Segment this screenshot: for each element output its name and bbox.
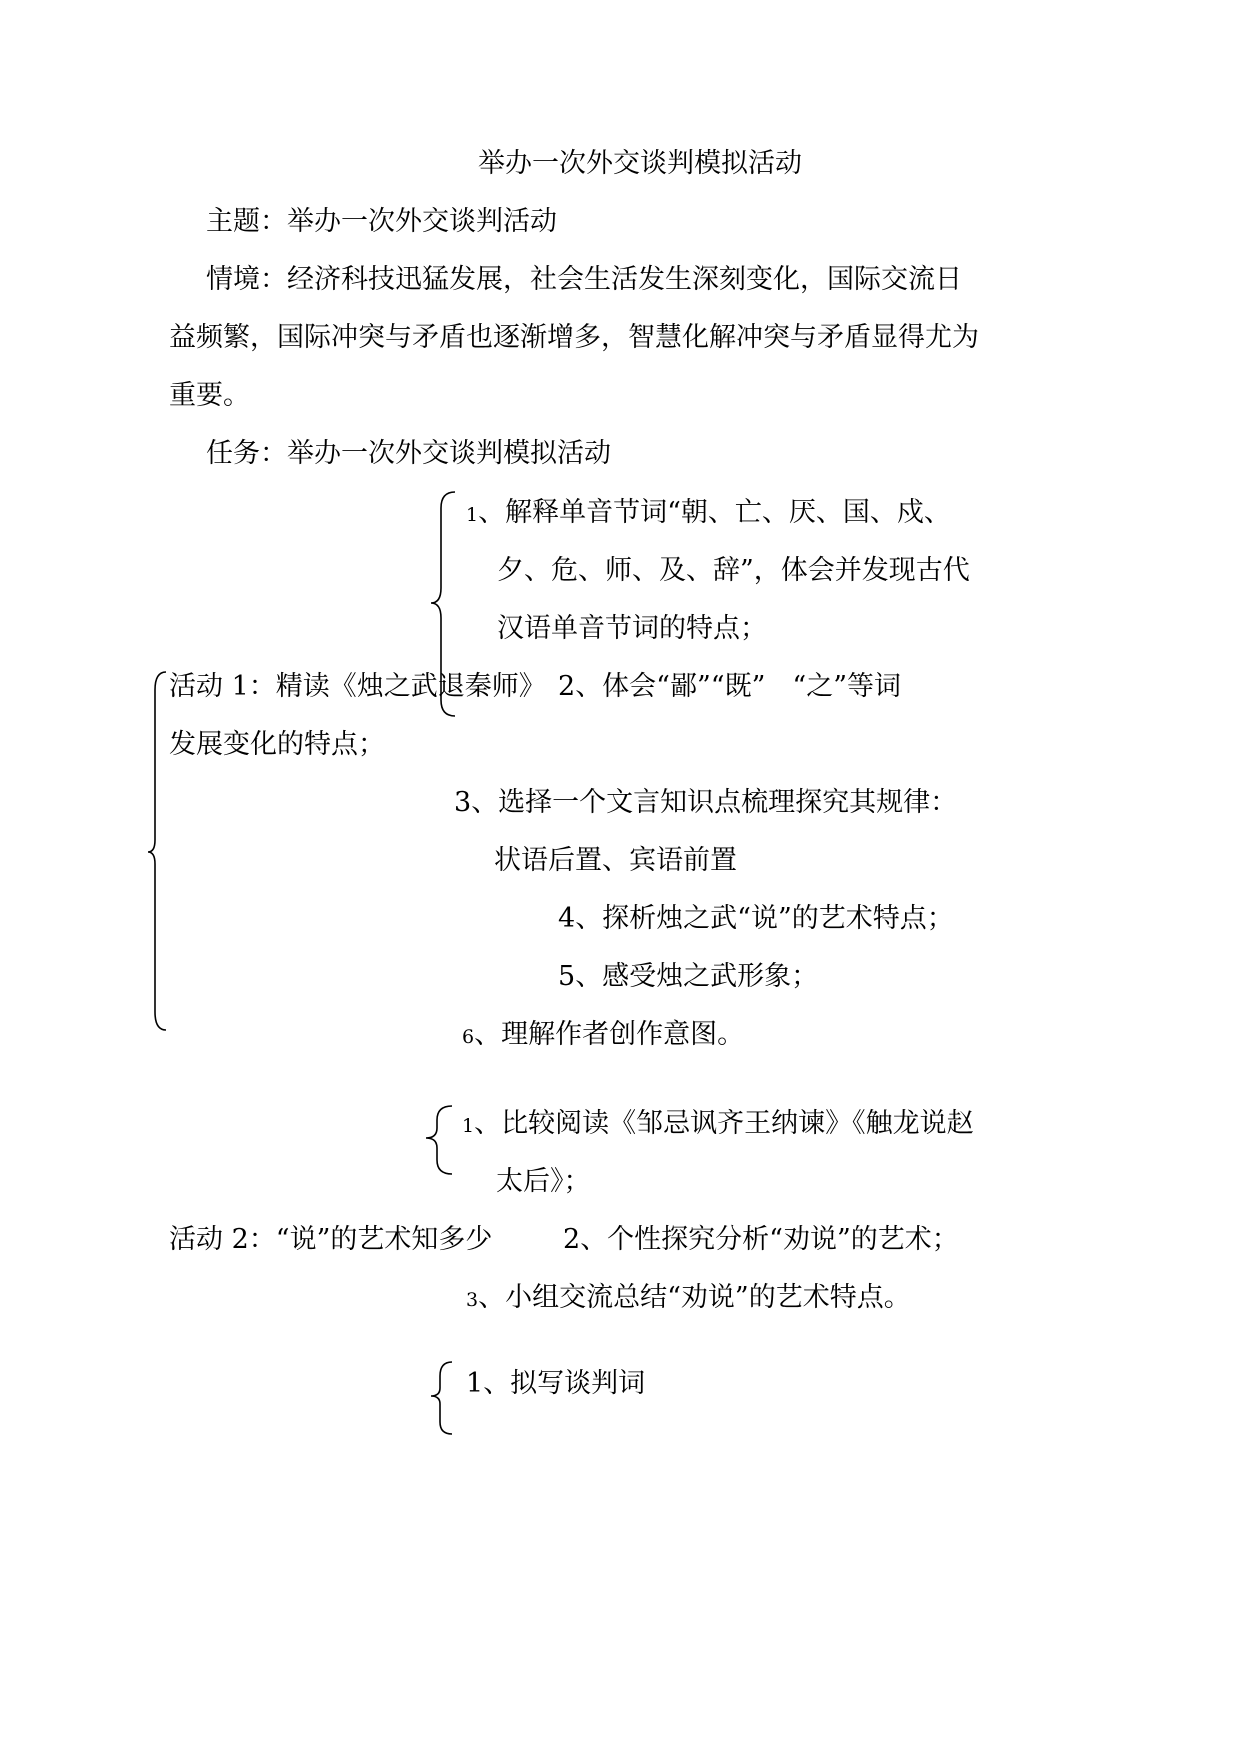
item-number: 4 [558, 903, 576, 934]
item-text: 、比较阅读《邹忌讽齐王纳谏》《触龙说赵 [474, 1108, 974, 1139]
item-number: 6 [462, 1026, 475, 1048]
item-text: 、拟写谈判词 [483, 1368, 646, 1399]
brace-activity2 [426, 1106, 452, 1174]
item-number: 3 [466, 1289, 479, 1311]
activity2-item-2 [563, 1222, 959, 1258]
document-title: 举办一次外交谈判模拟活动 [478, 148, 802, 179]
item-text: 、探析烛之武“说”的艺术特点； [575, 903, 954, 934]
item-number: 3 [454, 787, 472, 818]
brace-activity3 [431, 1362, 452, 1434]
activity3-item-1 [466, 1366, 645, 1402]
activity1-item-2-cont: 发展变化的特点； [169, 729, 385, 760]
item-text: 、小组交流总结“劝说”的艺术特点。 [478, 1282, 911, 1313]
theme-line: 主题：举办一次外交谈判活动 [206, 206, 557, 237]
activity1-item-1-line-2: 夕、危、师、及、辞”，体会并发现古代 [497, 555, 970, 586]
item-text: 、个性探究分析“劝说”的艺术； [580, 1224, 959, 1255]
activity1-item-3 [454, 785, 957, 821]
item-number: 5 [558, 961, 576, 992]
activity1-item-5 [558, 959, 818, 995]
item-number: 1 [466, 504, 479, 526]
activity1-item-1-line-3: 汉语单音节词的特点； [497, 613, 767, 644]
situation-line-1: 情境：经济科技迅猛发展，社会生活发生深刻变化，国际交流日 [206, 264, 962, 295]
item-number: 1 [466, 1368, 484, 1399]
item-number: 2 [563, 1224, 581, 1255]
activity2-item-1 [462, 1106, 974, 1144]
item-text: 、解释单音节词“朝、亡、厌、国、戍、 [478, 497, 951, 528]
activity1-item-6 [462, 1017, 744, 1055]
situation-line-2: 益频繁，国际冲突与矛盾也逐渐增多，智慧化解冲突与矛盾显得尤为 [169, 322, 979, 353]
activity1-item-2 [558, 669, 901, 705]
task-line: 任务：举办一次外交谈判模拟活动 [206, 438, 611, 469]
item-text: 、体会“鄙”“既” “之”等词 [575, 671, 902, 702]
item-text: 、选择一个文言知识点梳理探究其规律： [471, 787, 958, 818]
item-number: 2 [558, 671, 576, 702]
item-text: 、理解作者创作意图。 [474, 1019, 745, 1050]
activity2-label: 活动 2：“说”的艺术知多少 [169, 1224, 493, 1255]
activity1-label: 活动 1：精读《烛之武退秦师》 [169, 671, 546, 702]
activity2-item-1-line-2: 太后》； [496, 1166, 591, 1197]
activity1-item-4 [558, 901, 954, 937]
activity2-item-3 [466, 1280, 911, 1318]
item-number: 1 [462, 1115, 475, 1137]
item-text: 、感受烛之武形象； [575, 961, 819, 992]
situation-line-3: 重要。 [169, 380, 250, 411]
activity1-item-3-line-2: 状语后置、宾语前置 [494, 845, 737, 876]
brace-activity1 [148, 672, 166, 1030]
activity1-item-1 [466, 495, 951, 533]
